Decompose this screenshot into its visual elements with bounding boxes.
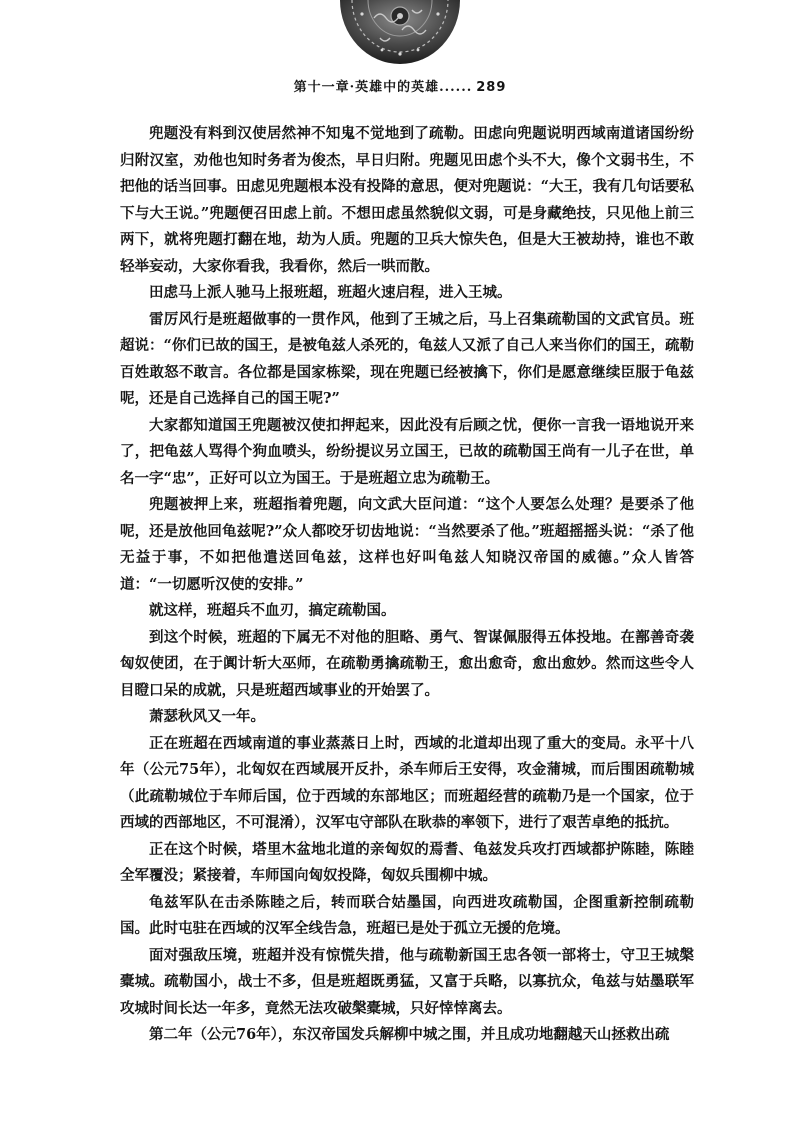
chapter-title: 第十一章·英雄中的英雄...... <box>293 80 473 95</box>
bronze-mirror-icon <box>338 0 462 64</box>
paragraph: 第二年（公元76年），东汉帝国发兵解柳中城之围，并且成功地翻越天山拯救出疏 <box>149 1026 670 1043</box>
paragraph: 正在这个时候，塔里木盆地北道的亲匈奴的焉耆、龟兹发兵攻打西域都护陈睦，陈睦全军覆没；紧接着，车师国向匈奴投降，匈奴兵围柳中城。 <box>120 840 694 884</box>
body-text <box>120 121 694 1049</box>
page-number: 289 <box>476 80 507 95</box>
paragraph: 就这样，班超兵不血刃，搞定疏勒国。 <box>149 602 396 619</box>
paragraph: 龟兹军队在击杀陈睦之后，转而联合姑墨国，向西进攻疏勒国，企图重新控制疏勒国。此时屯驻在西域的汉军全线告急，班超已是处于孤立无援的危境。 <box>120 893 694 937</box>
running-header <box>0 76 800 95</box>
paragraph: 萧瑟秋风又一年。 <box>149 708 265 725</box>
paragraph: 田虑马上派人驰马上报班超，班超火速启程，进入王城。 <box>149 284 512 301</box>
paragraph: 面对强敌压境，班超并没有惊慌失措，他与疏勒新国王忠各领一部将士，守卫王城槃橐城。疏勒国小，战士不多，但是班超既勇猛，又富于兵略，以寡抗众，龟兹与姑墨联军攻城时间长达一年多，竟然无法攻破槃橐城，只好悻悻离去。 <box>120 946 694 1017</box>
paragraph: 兜题被押上来，班超指着兜题，向文武大臣问道：“这个人要怎么处理？是要杀了他呢，还是放他回龟兹呢?”众人都咬牙切齿地说：“当然要杀了他。”班超摇摇头说：“杀了他无益于事，不如把他遣送回龟兹，这样也好叫龟兹人知晓汉帝国的威德。”众人皆答道：“一切愿听汉使的安排。” <box>120 496 694 593</box>
paragraph: 正在班超在西域南道的事业蒸蒸日上时，西域的北道却出现了重大的变局。永平十八年（公元75年），北匈奴在西域展开反扑，杀车师后王安得，攻金蒲城，而后围困疏勒城（此疏勒城位于车师后国，位于西域的东部地区；而班超经营的疏勒乃是一个国家，位于西域的西部地区，不可混淆），汉军屯守部队在耿恭的率领下，进行了艰苦卓绝的抵抗。 <box>120 734 694 831</box>
paragraph: 大家都知道国王兜题被汉使扣押起来，因此没有后顾之忧，便你一言我一语地说开来了，把龟兹人骂得个狗血喷头，纷纷提议另立国王，已故的疏勒国王尚有一儿子在世，单名一字“忠”，正好可以立为国王。于是班超立忠为疏勒王。 <box>120 416 694 487</box>
paragraph: 兜题没有料到汉使居然神不知鬼不觉地到了疏勒。田虑向兜题说明西域南道诸国纷纷归附汉室，劝他也知时务者为俊杰，早日归附。兜题见田虑个头不大，像个文弱书生，不把他的话当回事。田虑见兜题根本没有投降的意思，便对兜题说：“大王，我有几句话要私下与大王说。”兜题便召田虑上前。不想田虑虽然貌似文弱，可是身藏绝技，只见他上前三两下，就将兜题打翻在地，劫为人质。兜题的卫兵大惊失色，但是大王被劫持，谁也不敢轻举妄动，大家你看我，我看你，然后一哄而散。 <box>120 125 694 275</box>
paragraph: 到这个时候，班超的下属无不对他的胆略、勇气、智谋佩服得五体投地。在鄯善奇袭匈奴使团，在于阗计斩大巫师，在疏勒勇擒疏勒王，愈出愈奇，愈出愈妙。然而这些令人目瞪口呆的成就，只是班超西域事业的开始罢了。 <box>120 628 694 699</box>
paragraph: 雷厉风行是班超做事的一贯作风，他到了王城之后，马上召集疏勒国的文武官员。班超说：“你们已故的国王，是被龟兹人杀死的，龟兹人又派了自己人来当你们的国王，疏勒百姓敢怒不敢言。各位都是国家栋梁，现在兜题已经被擒下，你们是愿意继续臣服于龟兹呢，还是自己选择自己的国王呢?” <box>120 310 694 407</box>
